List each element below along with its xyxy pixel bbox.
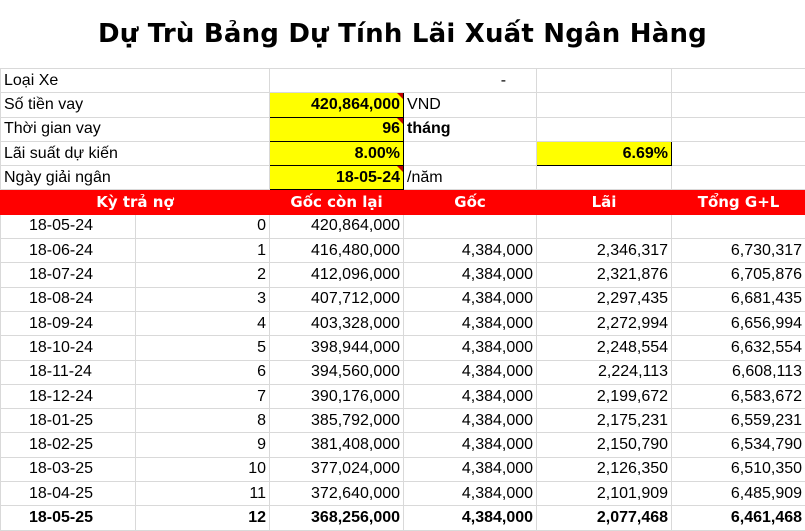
cell[interactable] [537, 117, 672, 141]
period-cell[interactable]: 12 [136, 506, 270, 530]
table-row [1, 384, 805, 408]
disburse-label: Ngày giải ngân [1, 166, 270, 190]
table-row [1, 336, 805, 360]
remaining-cell[interactable]: 416,480,000 [270, 239, 404, 263]
total-cell[interactable]: 6,632,554 [672, 336, 805, 360]
date-cell[interactable]: 18-03-25 [1, 457, 136, 481]
loan-amount-input[interactable]: 420,864,000 [270, 93, 404, 117]
effective-rate-value[interactable]: 6.69% [537, 141, 672, 165]
loan-label: Số tiền vay [1, 93, 270, 117]
total-cell[interactable]: 6,559,231 [672, 409, 805, 433]
info-row-loan [1, 93, 805, 117]
total-cell[interactable]: 6,730,317 [672, 239, 805, 263]
date-cell[interactable]: 18-11-24 [1, 360, 136, 384]
period-cell[interactable]: 7 [136, 384, 270, 408]
principal-cell[interactable]: 4,384,000 [404, 457, 537, 481]
date-cell[interactable]: 18-01-25 [1, 409, 136, 433]
interest-cell[interactable]: 2,175,231 [537, 409, 672, 433]
term-input[interactable]: 96 [270, 117, 404, 141]
period-cell[interactable]: 0 [136, 214, 270, 238]
period-cell[interactable]: 6 [136, 360, 270, 384]
header-period: Kỳ trả nợ [1, 190, 270, 214]
table-row [1, 287, 805, 311]
remaining-cell[interactable]: 390,176,000 [270, 384, 404, 408]
cell[interactable] [404, 141, 537, 165]
principal-cell[interactable]: 4,384,000 [404, 433, 537, 457]
loan-unit: VND [404, 93, 537, 117]
interest-cell[interactable]: 2,321,876 [537, 263, 672, 287]
term-label: Thời gian vay [1, 117, 270, 141]
interest-cell[interactable]: 2,101,909 [537, 482, 672, 506]
date-cell[interactable]: 18-05-24 [1, 214, 136, 238]
interest-cell[interactable]: 2,126,350 [537, 457, 672, 481]
remaining-cell[interactable]: 394,560,000 [270, 360, 404, 384]
date-cell[interactable]: 18-04-25 [1, 482, 136, 506]
date-cell[interactable]: 18-12-24 [1, 384, 136, 408]
rate-unit: /năm [404, 166, 537, 190]
total-cell[interactable]: 6,608,113 [672, 360, 805, 384]
table-row [1, 482, 805, 506]
principal-cell[interactable]: 4,384,000 [404, 360, 537, 384]
cell[interactable] [537, 166, 672, 190]
principal-cell[interactable]: 4,384,000 [404, 506, 537, 530]
rate-label: Lãi suất dự kiến [1, 141, 270, 165]
interest-cell[interactable]: 2,224,113 [537, 360, 672, 384]
remaining-cell[interactable]: 368,256,000 [270, 506, 404, 530]
disburse-date-input[interactable]: 18-05-24 [270, 166, 404, 190]
principal-cell[interactable]: 4,384,000 [404, 263, 537, 287]
principal-cell[interactable]: 4,384,000 [404, 239, 537, 263]
total-cell[interactable]: 6,705,876 [672, 263, 805, 287]
principal-cell[interactable]: 4,384,000 [404, 287, 537, 311]
period-cell[interactable]: 1 [136, 239, 270, 263]
table-row [1, 214, 805, 238]
loan-table [0, 68, 805, 531]
principal-cell[interactable]: 4,384,000 [404, 384, 537, 408]
remaining-cell[interactable]: 381,408,000 [270, 433, 404, 457]
principal-cell[interactable] [404, 214, 537, 238]
table-row [1, 239, 805, 263]
principal-cell[interactable]: 4,384,000 [404, 311, 537, 335]
info-row-term [1, 117, 805, 141]
period-cell[interactable]: 4 [136, 311, 270, 335]
principal-cell[interactable]: 4,384,000 [404, 482, 537, 506]
period-cell[interactable]: 9 [136, 433, 270, 457]
cell[interactable] [537, 93, 672, 117]
info-row-disburse [1, 166, 805, 190]
cell[interactable] [672, 166, 805, 190]
info-row-rate [1, 141, 805, 165]
header-principal: Gốc [404, 190, 537, 214]
date-cell[interactable]: 18-09-24 [1, 311, 136, 335]
period-cell[interactable]: 8 [136, 409, 270, 433]
total-cell[interactable] [672, 214, 805, 238]
principal-cell[interactable]: 4,384,000 [404, 336, 537, 360]
interest-cell[interactable]: 2,346,317 [537, 239, 672, 263]
info-row-car-type [1, 69, 805, 93]
total-cell[interactable]: 6,485,909 [672, 482, 805, 506]
date-cell[interactable]: 18-08-24 [1, 287, 136, 311]
car-type-label: Loại Xe [1, 69, 270, 93]
table-row [1, 506, 805, 530]
date-cell[interactable]: 18-07-24 [1, 263, 136, 287]
date-cell[interactable]: 18-02-25 [1, 433, 136, 457]
table-row [1, 360, 805, 384]
period-cell[interactable]: 2 [136, 263, 270, 287]
date-cell[interactable]: 18-10-24 [1, 336, 136, 360]
remaining-cell[interactable]: 377,024,000 [270, 457, 404, 481]
table-row [1, 457, 805, 481]
interest-cell[interactable]: 2,272,994 [537, 311, 672, 335]
period-cell[interactable]: 10 [136, 457, 270, 481]
remaining-cell[interactable]: 385,792,000 [270, 409, 404, 433]
total-cell[interactable]: 6,681,435 [672, 287, 805, 311]
remaining-cell[interactable]: 420,864,000 [270, 214, 404, 238]
interest-cell[interactable]: 2,077,468 [537, 506, 672, 530]
period-cell[interactable]: 11 [136, 482, 270, 506]
rate-input[interactable]: 8.00% [270, 141, 404, 165]
cell[interactable] [672, 141, 805, 165]
date-cell[interactable]: 18-06-24 [1, 239, 136, 263]
total-cell[interactable]: 6,656,994 [672, 311, 805, 335]
date-cell[interactable]: 18-05-25 [1, 506, 136, 530]
interest-cell[interactable]: 2,297,435 [537, 287, 672, 311]
table-header-row [1, 190, 805, 214]
remaining-cell[interactable]: 407,712,000 [270, 287, 404, 311]
interest-cell[interactable]: 2,199,672 [537, 384, 672, 408]
principal-cell[interactable]: 4,384,000 [404, 409, 537, 433]
interest-cell[interactable] [537, 214, 672, 238]
table-row [1, 311, 805, 335]
interest-cell[interactable]: 2,248,554 [537, 336, 672, 360]
remaining-cell[interactable]: 403,328,000 [270, 311, 404, 335]
total-cell[interactable]: 6,534,790 [672, 433, 805, 457]
interest-cell[interactable]: 2,150,790 [537, 433, 672, 457]
cell[interactable] [672, 69, 805, 93]
cell[interactable] [537, 69, 672, 93]
term-unit: tháng [404, 117, 537, 141]
total-cell[interactable]: 6,583,672 [672, 384, 805, 408]
header-interest: Lãi [537, 190, 672, 214]
header-remaining: Gốc còn lại [270, 190, 404, 214]
table-row [1, 433, 805, 457]
total-cell[interactable]: 6,510,350 [672, 457, 805, 481]
remaining-cell[interactable]: 412,096,000 [270, 263, 404, 287]
remaining-cell[interactable]: 372,640,000 [270, 482, 404, 506]
period-cell[interactable]: 5 [136, 336, 270, 360]
table-row [1, 409, 805, 433]
table-row [1, 263, 805, 287]
cell[interactable] [672, 117, 805, 141]
total-cell[interactable]: 6,461,468 [672, 506, 805, 530]
remaining-cell[interactable]: 398,944,000 [270, 336, 404, 360]
sheet-title: Dự Trù Bảng Dự Tính Lãi Xuất Ngân Hàng [0, 0, 805, 68]
cell[interactable] [672, 93, 805, 117]
car-type-value[interactable]: - [270, 69, 537, 93]
period-cell[interactable]: 3 [136, 287, 270, 311]
header-total: Tổng G+L [672, 190, 805, 214]
